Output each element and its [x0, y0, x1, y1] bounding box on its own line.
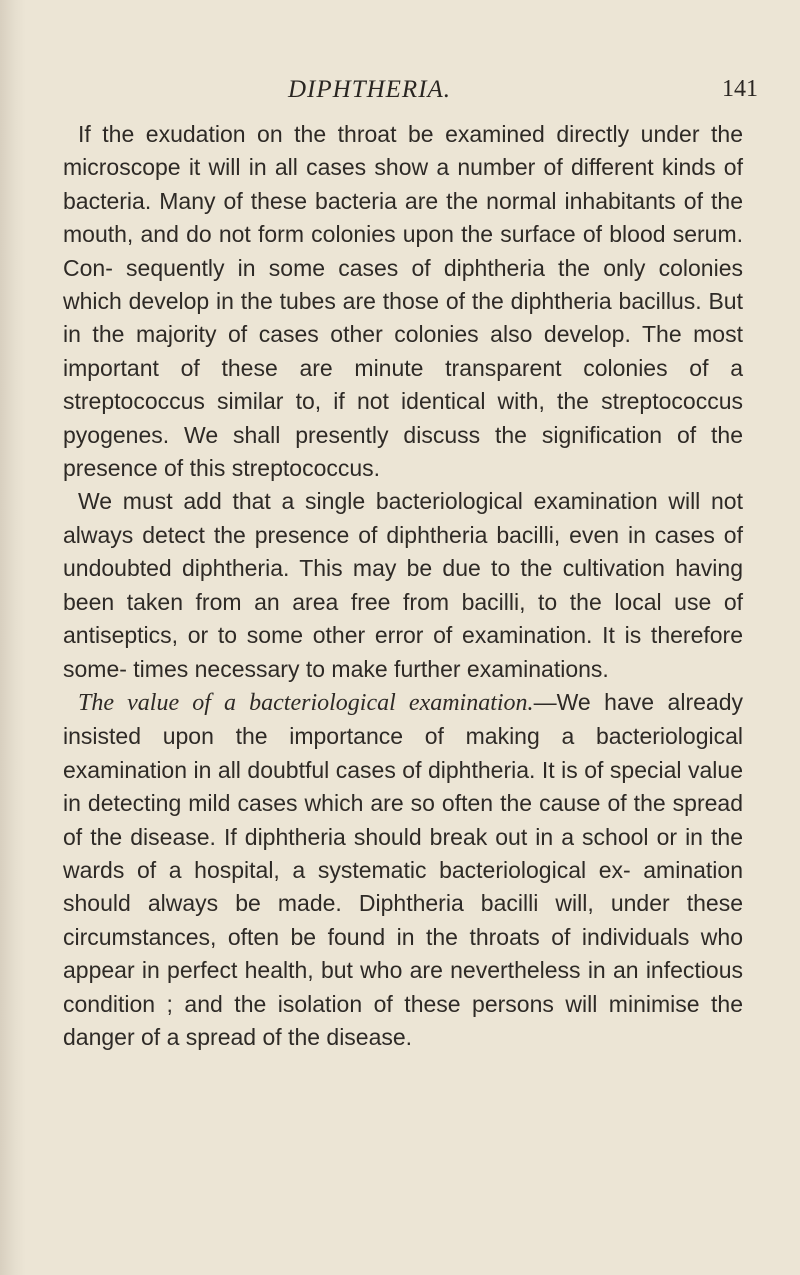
page-number: 141 — [722, 76, 758, 102]
paragraph-1: If the exudation on the throat be examined directly under the microscope it will in all cases show a number of different kinds of bacteria. Many of these bacteria are the normal inhabitants of the mouth, and do not form colonies upon the surface of blood serum. Con- sequently in some cases of diphtheria the only colonies which develop in the tubes are those of the diphtheria bacillus. But in the majority of cases other colonies also develop. The most important of these are minute transparent colonies of a streptococcus similar to, if not identical with, the streptococcus pyogenes. We shall presently discuss the signification of the presence of this streptococcus. — [63, 121, 743, 482]
paragraph-3-text: —We have already insisted upon the importance of making a bacteriological examination in all doubtful cases of diphtheria. It is of special value in detecting mild cases which are so often the cause of the spread of the disease. If diphtheria should break out in a school or in the wards of a hospital, a systematic bacteriological ex- amination should always be made. Diphtheria bacilli will, under these circumstances, often be found in the throats of individuals who appear in perfect health, but who are nevertheless in an infectious condition ; and the isolation of these persons will minimise the danger of a spread of the disease. — [63, 688, 743, 1050]
body-text — [63, 118, 743, 1054]
running-head-title: DIPHTHERIA. — [288, 76, 452, 103]
section-heading: The value of a bacteriological examination. — [78, 689, 534, 716]
paragraph-2: We must add that a single bacteriological examination will not always detect the presence of diphtheria bacilli, even in cases of undoubted diphtheria. This may be due to the cultivation having been taken from an area free from bacilli, to the local use of antiseptics, or to some other error of examination. It is therefore some- times necessary to make further examinations. — [63, 488, 743, 682]
paragraph-3 — [63, 686, 743, 1054]
